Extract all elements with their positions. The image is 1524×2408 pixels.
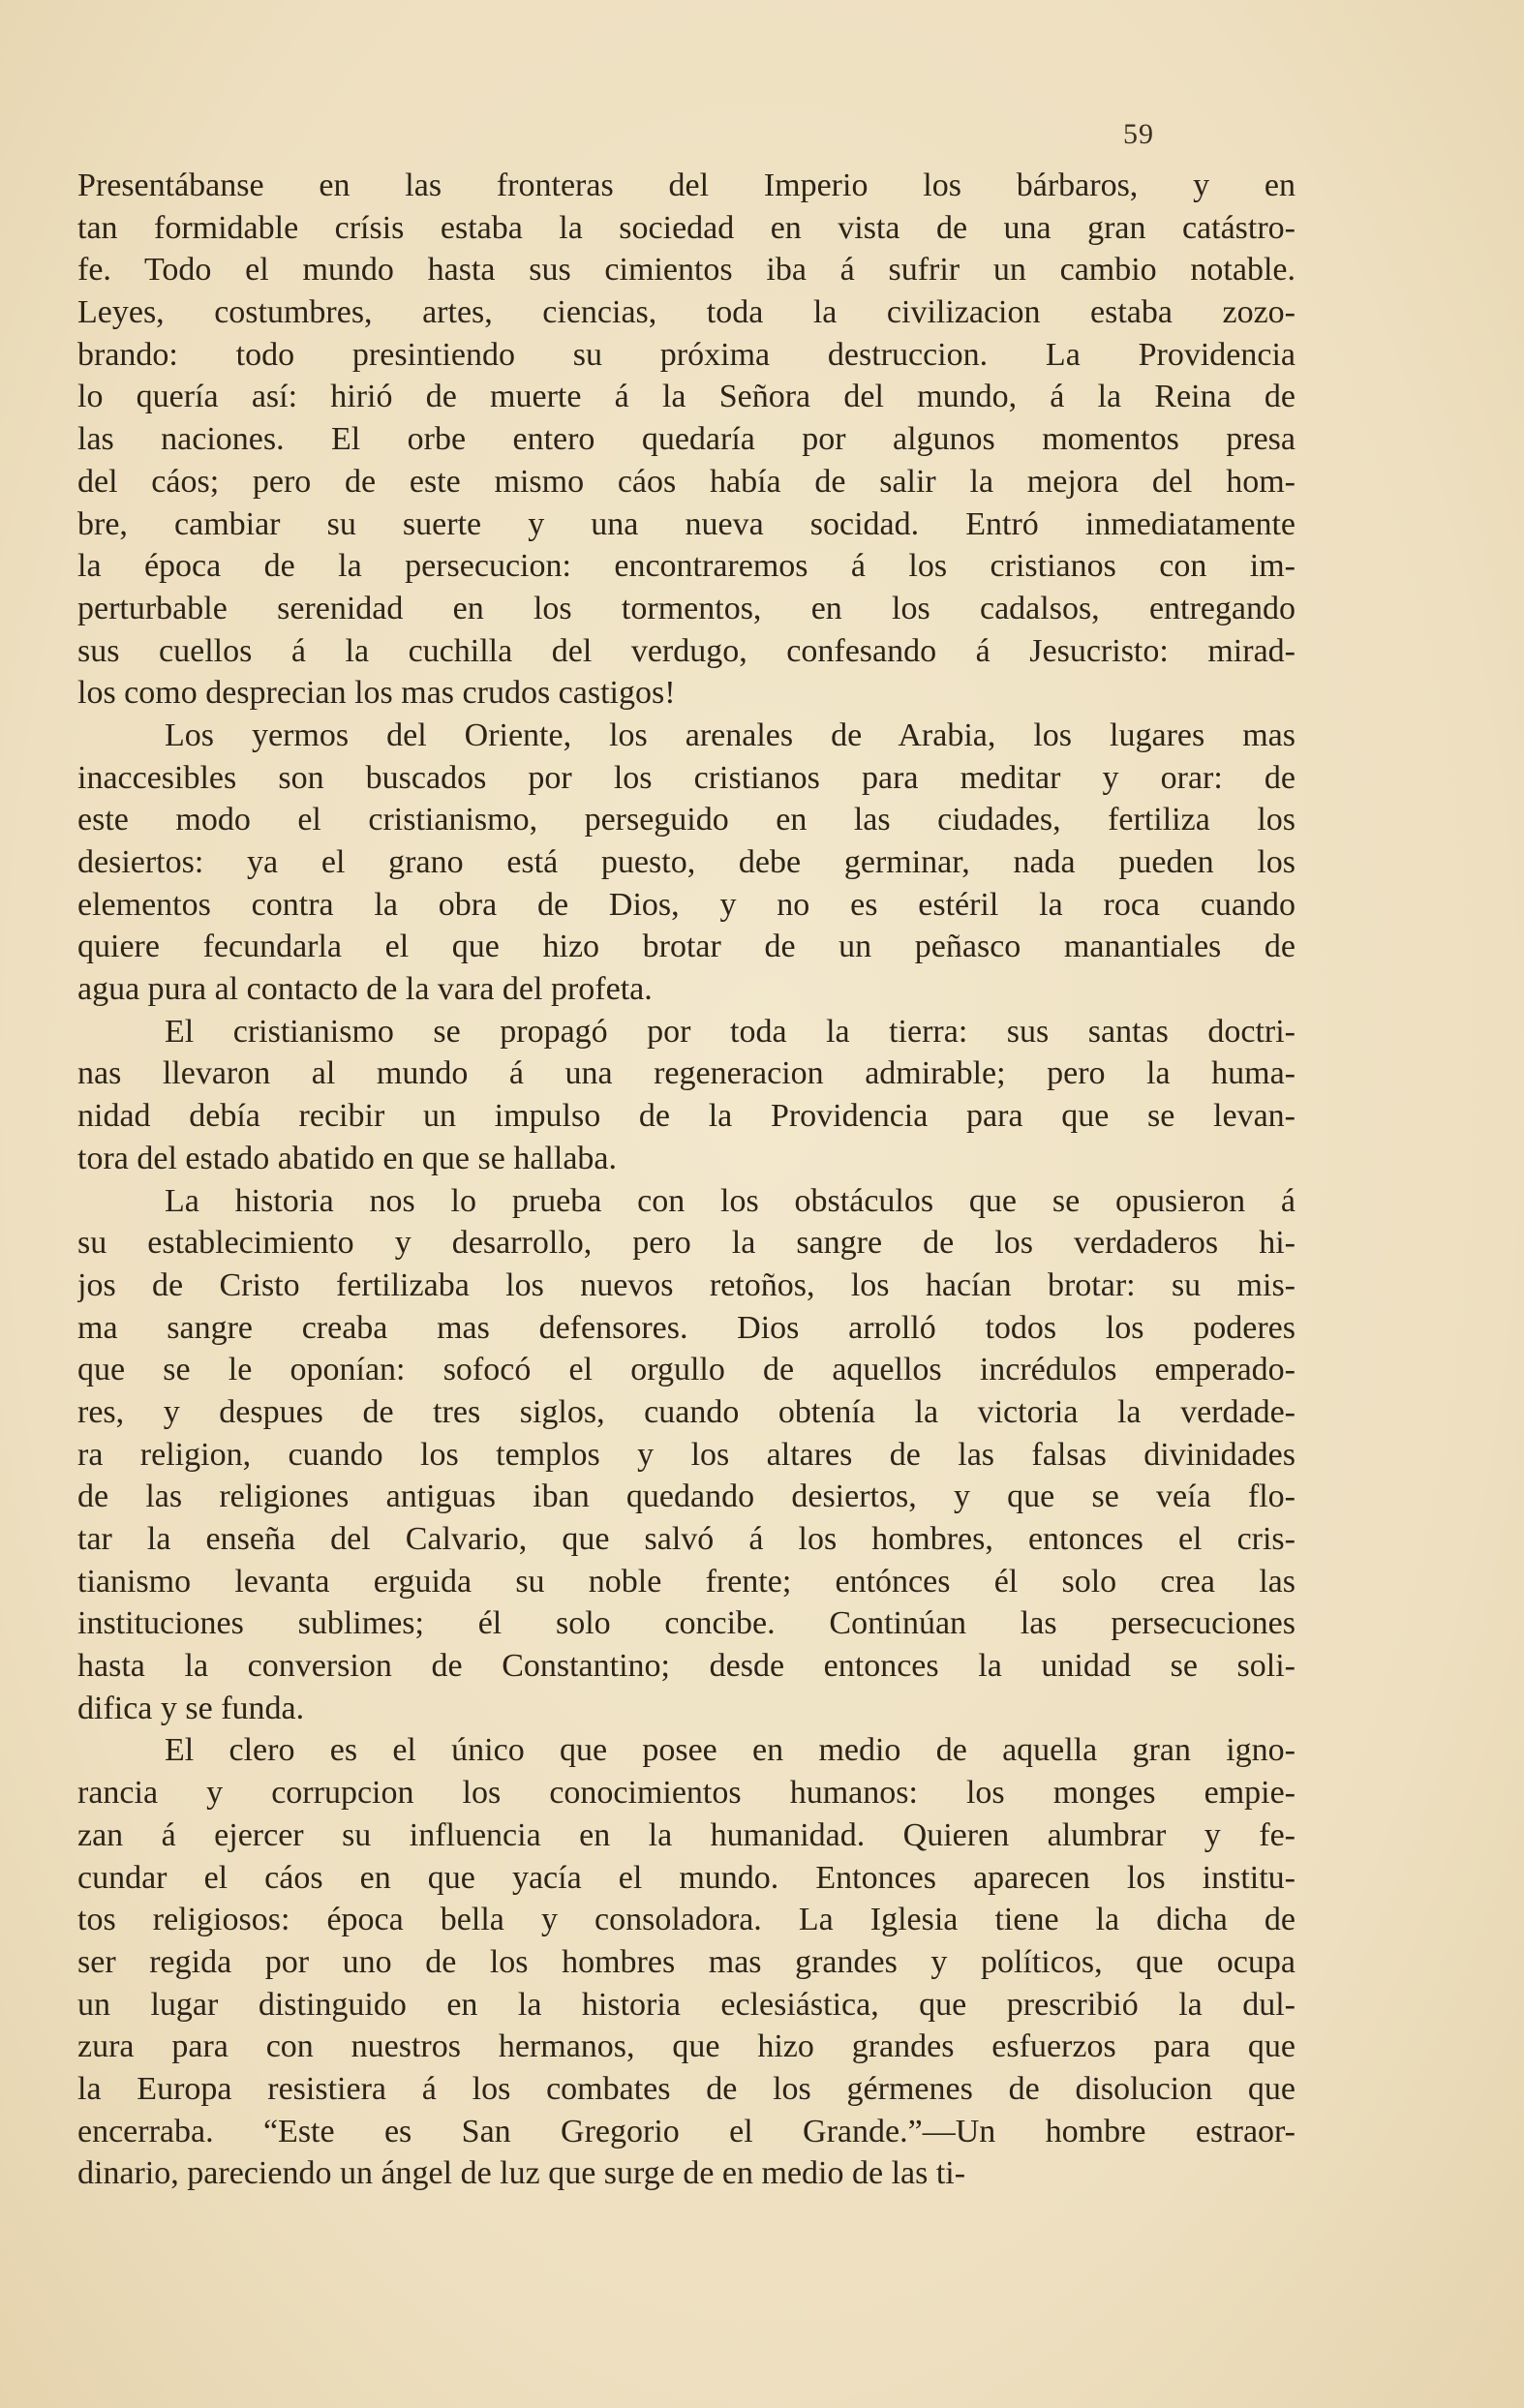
text-line: tianismo levanta erguida su noble frente; entónces él solo crea las — [77, 1563, 1295, 1600]
text-line: las naciones. El orbe entero quedaría por algunos momentos presa — [77, 421, 1295, 458]
text-line: los como desprecian los mas crudos castigos! — [77, 675, 676, 712]
text-line: del cáos; pero de este mismo cáos había de salir la mejora del hom- — [77, 463, 1295, 500]
paragraph — [77, 165, 1295, 715]
text-line: agua pura al contacto de la vara del profeta. — [77, 971, 653, 1008]
text-line: Los yermos del Oriente, los arenales de Arabia, los lugares mas — [165, 716, 1295, 753]
text-line: encerraba. “Este es San Gregorio el Grande.”—Un hombre estraor- — [77, 2113, 1295, 2149]
text-line: zura para con nuestros hermanos, que hizo grandes esfuerzos para que — [77, 2028, 1295, 2065]
text-line: perturbable serenidad en los tormentos, en los cadalsos, entregando — [77, 590, 1295, 626]
text-line: La historia nos lo prueba con los obstáculos que se opusieron á — [165, 1182, 1295, 1219]
text-line: este modo el cristianismo, perseguido en las ciudades, fertiliza los — [77, 802, 1295, 838]
text-line: res, y despues de tres siglos, cuando obtenía la victoria la verdade- — [77, 1393, 1295, 1430]
text-line: instituciones sublimes; él solo concibe. Continúan las persecuciones — [77, 1605, 1295, 1642]
text-line: tar la enseña del Calvario, que salvó á los hombres, entonces el cris- — [77, 1521, 1295, 1557]
text-line: nas llevaron al mundo á una regeneracion admirable; pero la huma- — [77, 1055, 1295, 1092]
text-line: la época de la persecucion: encontraremos á los cristianos con im- — [77, 548, 1295, 585]
text-line: ser regida por uno de los hombres mas grandes y políticos, que ocupa — [77, 1943, 1295, 1980]
text-line: zan á ejercer su influencia en la humanidad. Quieren alumbrar y fe- — [77, 1816, 1295, 1853]
text-line: jos de Cristo fertilizaba los nuevos retoños, los hacían brotar: su mis- — [77, 1266, 1295, 1303]
text-line: dinario, pareciendo un ángel de luz que surge de en medio de las ti- — [77, 2155, 966, 2192]
text-line: nidad debía recibir un impulso de la Providencia para que se levan- — [77, 1098, 1295, 1135]
paragraph — [77, 1011, 1295, 1180]
text-line: inaccesibles son buscados por los cristianos para meditar y orar: de — [77, 759, 1295, 796]
text-line: Leyes, costumbres, artes, ciencias, toda la civilizacion estaba zozo- — [77, 294, 1295, 331]
text-line: que se le oponían: sofocó el orgullo de aquellos incrédulos emperado- — [77, 1352, 1295, 1388]
page-number: 59 — [1123, 118, 1154, 150]
text-line: la Europa resistiera á los combates de los gérmenes de disolucion que — [77, 2070, 1295, 2107]
paragraph — [77, 1180, 1295, 1730]
text-line: desiertos: ya el grano está puesto, debe germinar, nada pueden los — [77, 844, 1295, 880]
text-line: lo quería así: hirió de muerte á la Señora del mundo, á la Reina de — [77, 379, 1295, 415]
text-line: quiere fecundarla el que hizo brotar de un peñasco manantiales de — [77, 929, 1295, 965]
text-line: de las religiones antiguas iban quedando desiertos, y que se veía flo- — [77, 1478, 1295, 1515]
text-line: su establecimiento y desarrollo, pero la sangre de los verdaderos hi- — [77, 1225, 1295, 1262]
body-text — [77, 165, 1295, 2195]
text-line: hasta la conversion de Constantino; desde entonces la unidad se soli- — [77, 1648, 1295, 1685]
text-line: fe. Todo el mundo hasta sus cimientos iba á sufrir un cambio notable. — [77, 252, 1295, 289]
text-line: cundar el cáos en que yacía el mundo. Entonces aparecen los institu- — [77, 1859, 1295, 1896]
text-line: tos religiosos: época bella y consoladora. La Iglesia tiene la dicha de — [77, 1902, 1295, 1938]
text-line: tan formidable crísis estaba la sociedad en vista de una gran catástro- — [77, 209, 1295, 246]
text-line: ra religion, cuando los templos y los altares de las falsas divinidades — [77, 1436, 1295, 1473]
text-line: difica y se funda. — [77, 1690, 305, 1726]
text-line: un lugar distinguido en la historia eclesiástica, que prescribió la dul- — [77, 1986, 1295, 2023]
text-line: sus cuellos á la cuchilla del verdugo, confesando á Jesucristo: mirad- — [77, 632, 1295, 669]
paragraph — [77, 1729, 1295, 2195]
text-line: brando: todo presintiendo su próxima destruccion. La Providencia — [77, 336, 1295, 373]
paragraph — [77, 715, 1295, 1011]
text-line: bre, cambiar su suerte y una nueva socidad. Entró inmediatamente — [77, 505, 1295, 542]
text-line: tora del estado abatido en que se hallaba. — [77, 1140, 617, 1176]
text-line: ma sangre creaba mas defensores. Dios arrolló todos los poderes — [77, 1309, 1295, 1346]
text-line: elementos contra la obra de Dios, y no es estéril la roca cuando — [77, 886, 1295, 923]
text-line: El cristianismo se propagó por toda la tierra: sus santas doctri- — [165, 1013, 1295, 1050]
text-line: Presentábanse en las fronteras del Imperio los bárbaros, y en — [77, 168, 1295, 203]
text-line: rancia y corrupcion los conocimientos humanos: los monges empie- — [77, 1775, 1295, 1812]
text-line: El clero es el único que posee en medio de aquella gran igno- — [165, 1732, 1295, 1769]
